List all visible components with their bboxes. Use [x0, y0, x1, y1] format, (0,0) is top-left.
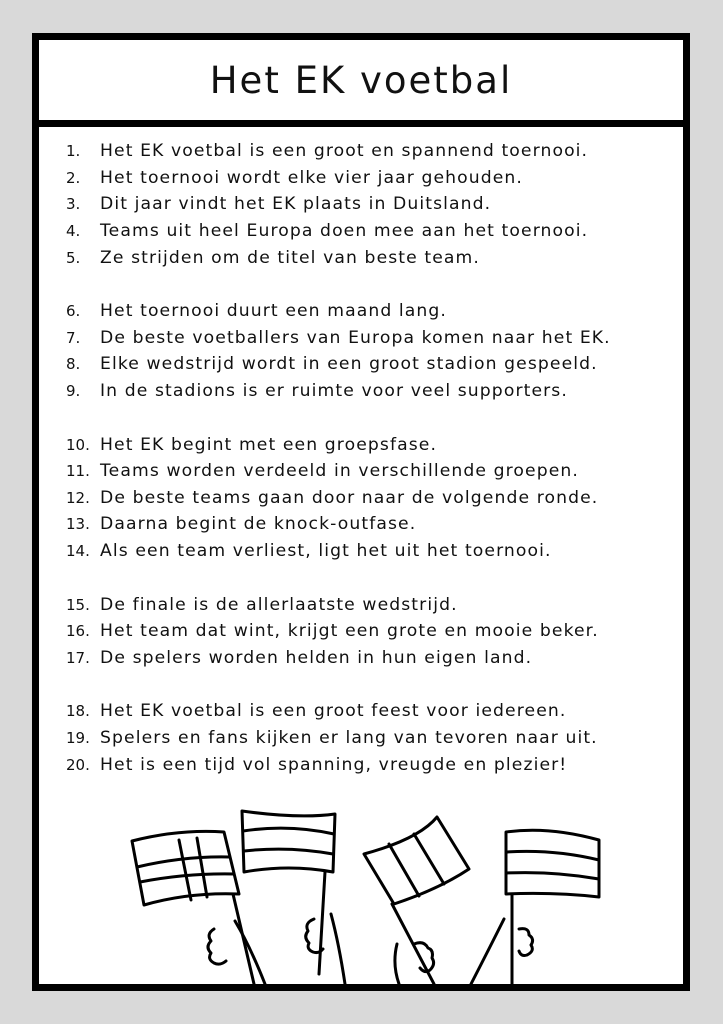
sentence	[66, 165, 673, 192]
sentence	[66, 298, 673, 325]
sentence-number: 19.	[66, 728, 90, 747]
sentence	[66, 591, 673, 618]
sentence	[66, 511, 673, 538]
vertical-stripes-flag-icon	[364, 817, 469, 984]
sentence-text: Het is een tijd vol spanning, vreugde en plezier!	[100, 754, 568, 775]
sentence	[66, 485, 673, 512]
sentence-text: Het toernooi duurt een maand lang.	[100, 301, 447, 322]
flags-illustration	[39, 794, 683, 984]
sentence-number: 11.	[66, 462, 90, 481]
sentence-number: 20.	[66, 755, 90, 774]
sentence-text: Ze strijden om de titel van beste team.	[100, 247, 480, 268]
sentence	[66, 218, 673, 245]
sentence-number: 16.	[66, 622, 90, 641]
sentence	[66, 458, 673, 485]
sentence-group	[66, 138, 673, 271]
sentence-number: 18.	[66, 702, 90, 721]
sentence-group	[66, 591, 673, 671]
sentence-list	[66, 138, 673, 805]
sentence-text: Het EK voetbal is een groot en spannend toernooi.	[100, 141, 589, 162]
sentence	[66, 325, 673, 352]
sentence-group	[66, 431, 673, 564]
sentence-text: De beste voetballers van Europa komen naar het EK.	[100, 327, 611, 348]
sentence-number: 7.	[66, 328, 81, 347]
sentence-number: 2.	[66, 168, 81, 187]
sentence	[66, 618, 673, 645]
sentence-text: De beste teams gaan door naar de volgende ronde.	[100, 487, 599, 508]
horizontal-stripes-flag-icon	[242, 811, 345, 984]
sentence-text: Teams uit heel Europa doen mee aan het toernooi.	[100, 221, 589, 242]
sentence-number: 9.	[66, 382, 81, 401]
sentence-text: In de stadions is er ruimte voor veel supporters.	[100, 381, 568, 402]
sentence-number: 15.	[66, 595, 90, 614]
sentence-group	[66, 298, 673, 404]
sentence-text: Spelers en fans kijken er lang van tevoren naar uit.	[100, 727, 598, 748]
sentence-text: Het toernooi wordt elke vier jaar gehouden.	[100, 167, 523, 188]
sentence-number: 1.	[66, 142, 81, 161]
title-box	[39, 40, 683, 127]
page-title: Het EK voetbal	[209, 58, 513, 102]
sentence-number: 8.	[66, 355, 81, 374]
sentence	[66, 244, 673, 271]
sentence-text: Het EK voetbal is een groot feest voor iedereen.	[100, 701, 567, 722]
sentence-text: Het team dat wint, krijgt een grote en mooie beker.	[100, 621, 599, 642]
sentence-group	[66, 698, 673, 778]
sentence-text: Teams worden verdeeld in verschillende groepen.	[100, 461, 579, 482]
sentence-number: 6.	[66, 302, 81, 321]
sentence	[66, 378, 673, 405]
sentence-text: Daarna begint de knock-outfase.	[100, 514, 417, 535]
sentence	[66, 431, 673, 458]
sentence	[66, 645, 673, 672]
sentence-number: 13.	[66, 515, 90, 534]
sentence-number: 14.	[66, 542, 90, 561]
sentence	[66, 191, 673, 218]
sentence-number: 5.	[66, 248, 81, 267]
horizontal-stripes-flag-icon	[471, 830, 599, 984]
sentence-number: 3.	[66, 195, 81, 214]
worksheet-frame	[32, 33, 690, 991]
sentence	[66, 138, 673, 165]
sentence-number: 17.	[66, 648, 90, 667]
sentence-number: 4.	[66, 222, 81, 241]
sentence	[66, 751, 673, 778]
sentence-text: Elke wedstrijd wordt in een groot stadion gespeeld.	[100, 354, 598, 375]
sentence	[66, 725, 673, 752]
sentence-text: De finale is de allerlaatste wedstrijd.	[100, 594, 458, 615]
sentence-text: Als een team verliest, ligt het uit het toernooi.	[100, 541, 552, 562]
sentence	[66, 538, 673, 565]
sentence-text: Het EK begint met een groepsfase.	[100, 434, 438, 455]
sentence-text: Dit jaar vindt het EK plaats in Duitsland.	[100, 194, 492, 215]
sentence-text: De spelers worden helden in hun eigen land.	[100, 647, 533, 668]
sentence-number: 12.	[66, 488, 90, 507]
sentence-number: 10.	[66, 435, 90, 454]
sentence	[66, 698, 673, 725]
sentence	[66, 351, 673, 378]
